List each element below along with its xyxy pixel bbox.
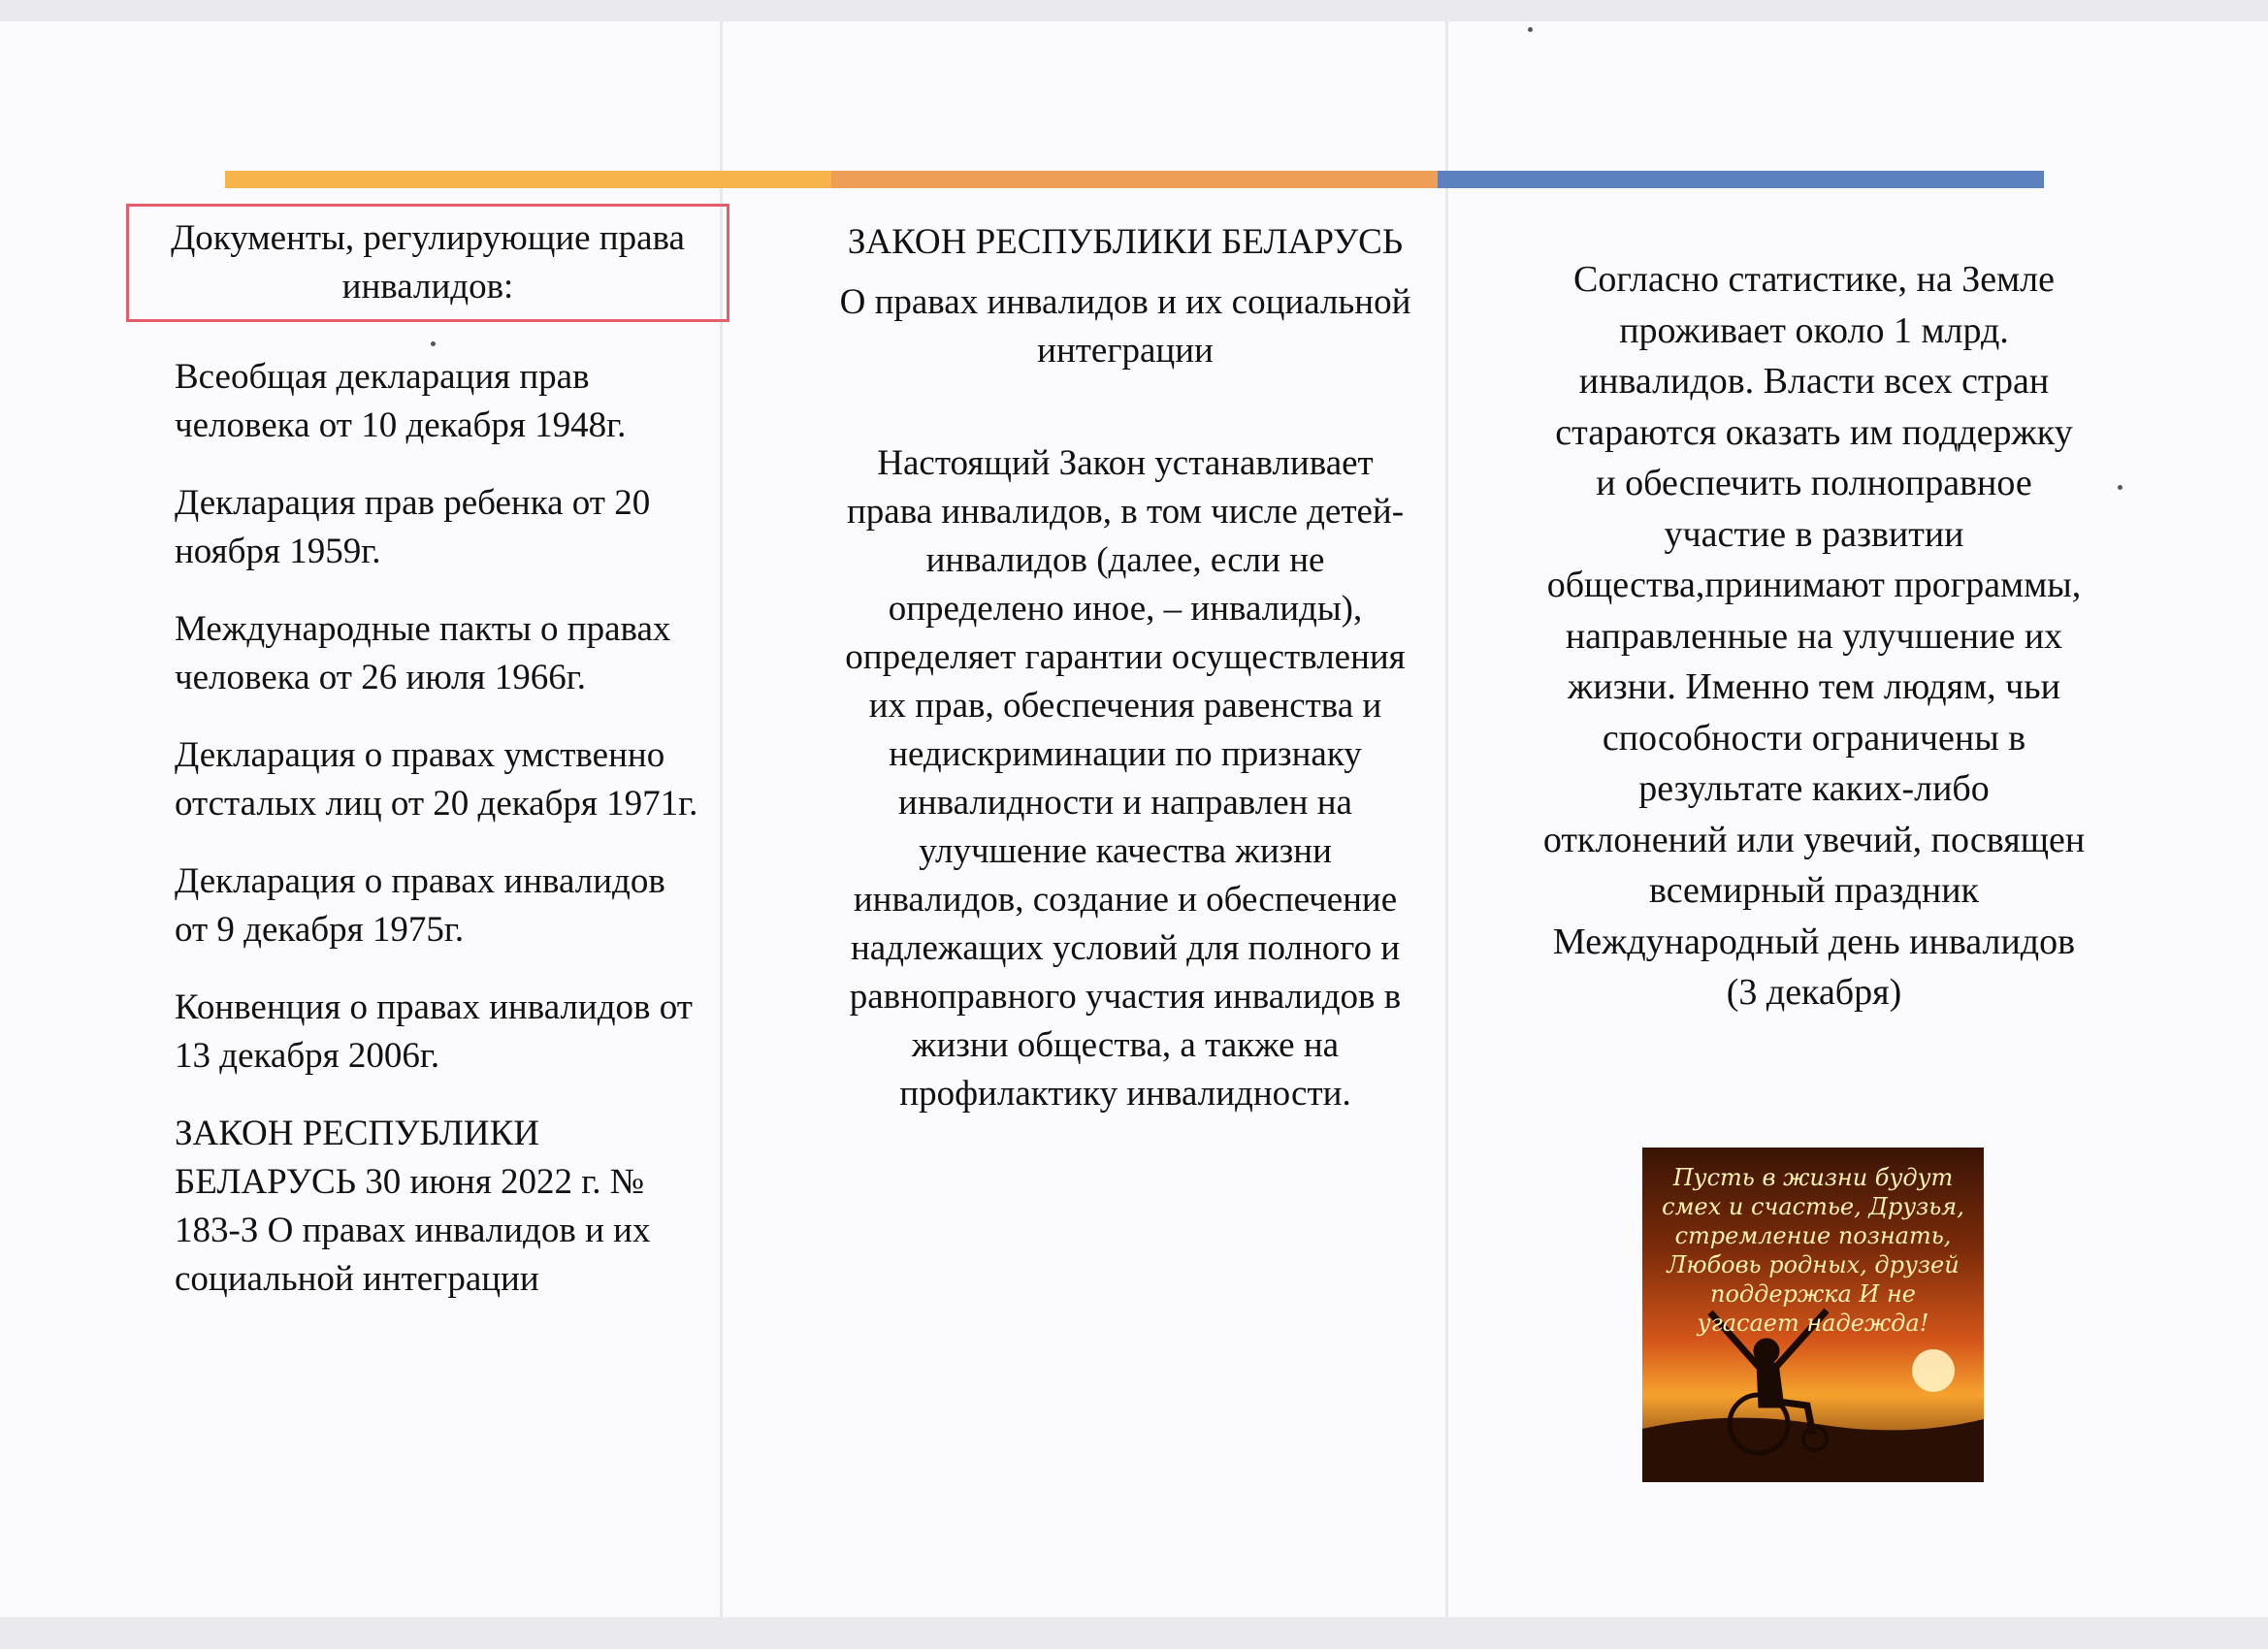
law-title: ЗАКОН РЕСПУБЛИКИ БЕЛАРУСЬ (847, 222, 1404, 262)
document-item: Всеобщая декларация прав человека от 10 декабря 1948г. (175, 357, 627, 445)
document-item: Декларация прав ребенка от 20 ноября 1959г. (175, 483, 651, 571)
scan-speck (2118, 485, 2122, 490)
law-body-text: Настоящий Закон устанавливает права инвалидов, в том числе детей-инвалидов (далее, если не определено иное, – инвалиды), определяет гарантии осуществления их прав, обеспечения равенства и недискриминации по признаку инвалидности и направлен на улучшение качества жизни инвалидов, создание и обеспечение надлежащих условий для полного и равноправного участия инвалидов в жизни общества, а также на профилактику инвалидности. (845, 443, 1406, 1114)
document-item: ЗАКОН РЕСПУБЛИКИ БЕЛАРУСЬ 30 июня 2022 г. № 183-З О правах инвалидов и их социальной интеграции (175, 1114, 651, 1299)
middle-panel (834, 218, 1416, 1118)
poster-wish-text: Пусть в жизни будут смех и счастье, Друзья, стремление познать, Любовь родных, друзей поддержка И не угасает надежда! (1662, 1164, 1964, 1337)
left-panel (165, 204, 747, 1333)
document-item: Декларация о правах инвалидов от 9 декабря 1975г. (175, 861, 665, 950)
top-color-bar-orange (831, 171, 1438, 188)
scan-speck (431, 341, 436, 346)
document-item: Конвенция о правах инвалидов от 13 декабря 2006г. (175, 987, 693, 1076)
scan-speck (1528, 27, 1533, 32)
top-color-bar-yellow (225, 171, 831, 188)
documents-header: Документы, регулирующие права инвалидов: (126, 204, 729, 322)
right-panel (1542, 254, 2086, 1018)
poster-image (1642, 1148, 1984, 1482)
top-color-bar-blue (1438, 171, 2044, 188)
document-item: Международные пакты о правах человека от 26 июля 1966г. (175, 609, 671, 697)
fold-line (1445, 21, 1448, 1617)
statistics-text: Согласно статистике, на Земле проживает около 1 млрд. инвалидов. Власти всех стран стараются оказать им поддержку и обеспечить полноправное участие в развитии общества,принимают программы, направленные на улучшение их жизни. Именно тем людям, чьи способности ограничены в результате каких-либо отклонений или увечий, посвящен всемирный праздник Международный день инвалидов (3 декабря) (1542, 259, 2086, 1013)
law-subtitle: О правах инвалидов и их социальной интеграции (839, 282, 1411, 371)
document-item: Декларация о правах умственно отсталых лиц от 20 декабря 1971г. (175, 735, 698, 824)
